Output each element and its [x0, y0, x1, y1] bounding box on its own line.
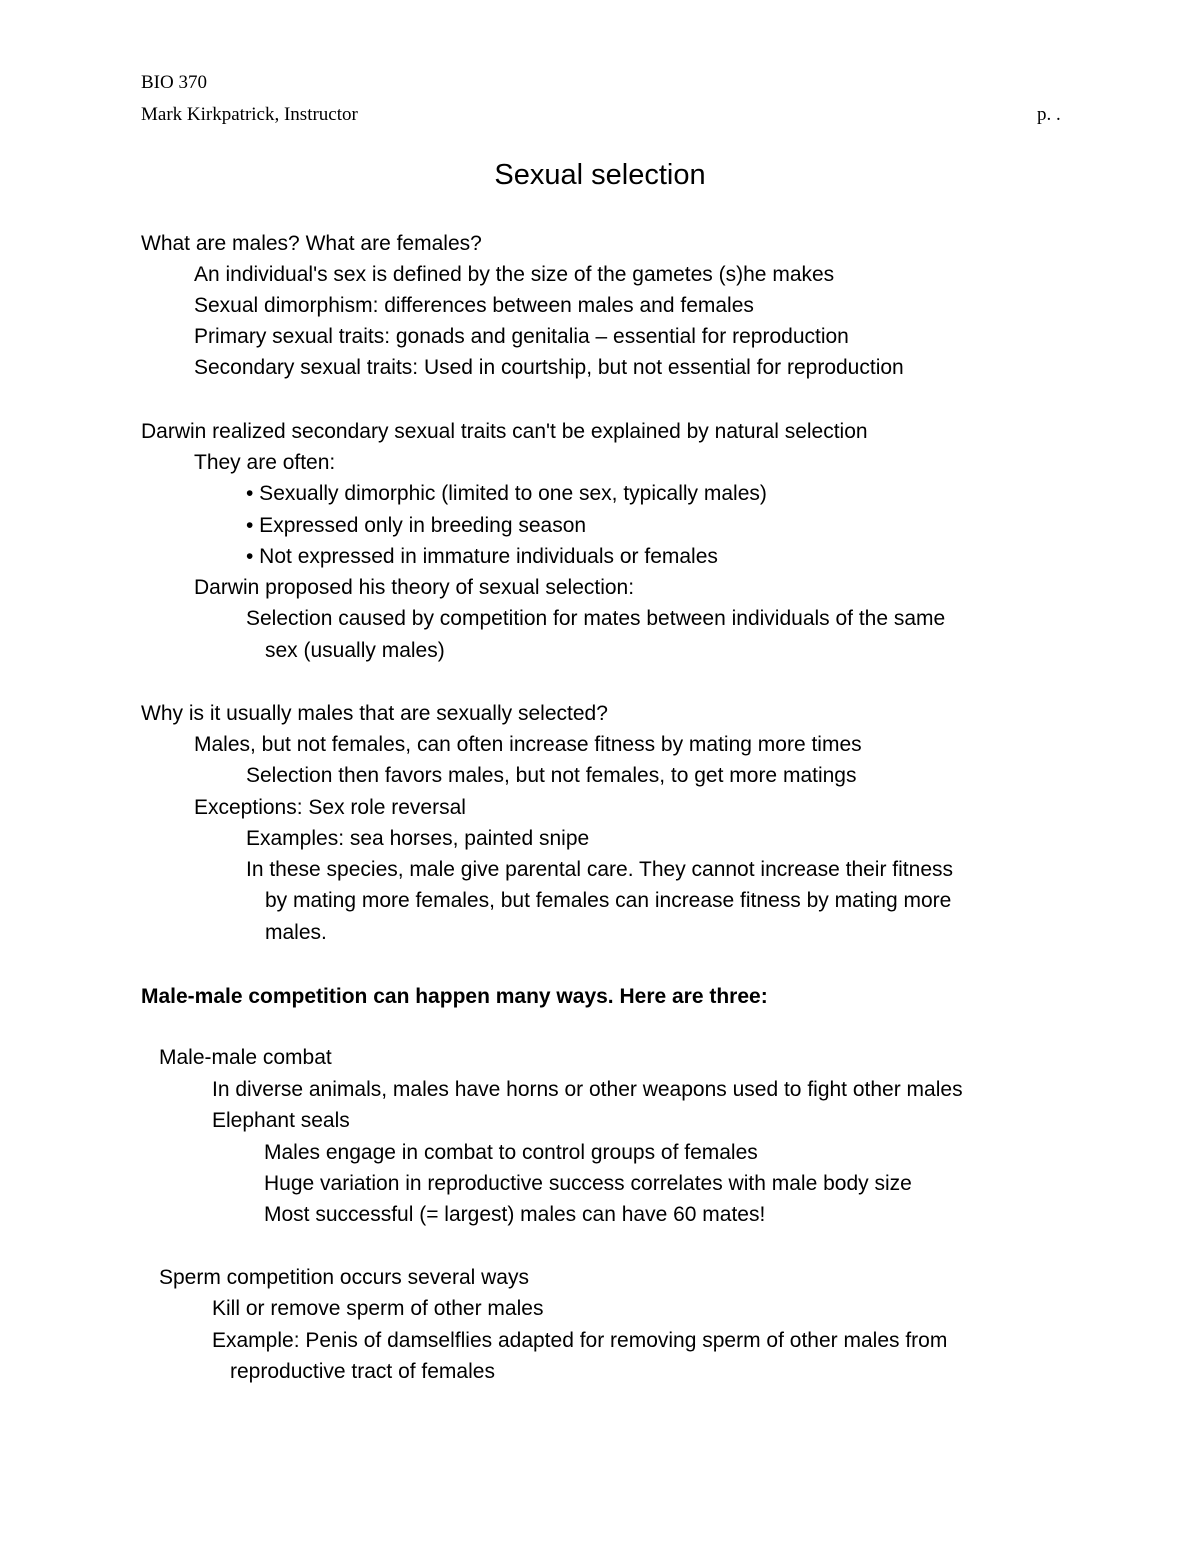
list-item: Example: Penis of damselflies adapted for removing sperm of other males from — [212, 1329, 948, 1352]
section-heading: Darwin realized secondary sexual traits can't be explained by natural selection — [141, 420, 868, 443]
list-item: Huge variation in reproductive success correlates with male body size — [264, 1172, 912, 1195]
instructor-name: Mark Kirkpatrick, Instructor — [141, 104, 358, 125]
list-item-continuation: males. — [265, 921, 327, 944]
list-item: Kill or remove sperm of other males — [212, 1297, 544, 1320]
question-males-females: What are males? What are females? — [141, 232, 482, 255]
bullet-item: • Expressed only in breeding season — [246, 514, 587, 537]
bullet-item: • Sexually dimorphic (limited to one sex, typically males) — [246, 482, 767, 505]
list-item: Males, but not females, can often increase fitness by mating more times — [194, 733, 862, 756]
list-item: In diverse animals, males have horns or other weapons used to fight other males — [212, 1078, 963, 1101]
subsection-heading: Male-male combat — [159, 1046, 332, 1069]
bullet-item: • Not expressed in immature individuals or females — [246, 545, 718, 568]
list-item: An individual's sex is defined by the size of the gametes (s)he makes — [194, 263, 835, 286]
list-item-continuation: by mating more females, but females can increase fitness by mating more — [265, 889, 952, 912]
page-number: p. . — [1037, 104, 1061, 125]
list-item: Selection then favors males, but not females, to get more matings — [246, 764, 857, 787]
list-item: Most successful (= largest) males can have 60 mates! — [264, 1203, 766, 1226]
list-item: Primary sexual traits: gonads and genitalia – essential for reproduction — [194, 325, 849, 348]
section-heading: Why is it usually males that are sexually selected? — [141, 702, 608, 725]
list-item: Secondary sexual traits: Used in courtship, but not essential for reproduction — [194, 356, 904, 379]
page-title: Sexual selection — [494, 159, 706, 191]
list-item-continuation: sex (usually males) — [265, 639, 445, 662]
list-item: Exceptions: Sex role reversal — [194, 796, 466, 819]
list-item: They are often: — [194, 451, 336, 474]
subsection-heading: Sperm competition occurs several ways — [159, 1266, 529, 1289]
course-code: BIO 370 — [141, 72, 207, 93]
bold-section-heading: Male-male competition can happen many ways. Here are three: — [141, 985, 768, 1008]
list-item: Selection caused by competition for mates between individuals of the same — [246, 607, 946, 630]
list-item: Darwin proposed his theory of sexual selection: — [194, 576, 635, 599]
list-item-continuation: reproductive tract of females — [230, 1360, 495, 1383]
list-item: Examples: sea horses, painted snipe — [246, 827, 590, 850]
list-item: Sexual dimorphism: differences between males and females — [194, 294, 754, 317]
list-item: Males engage in combat to control groups of females — [264, 1141, 758, 1164]
list-item: Elephant seals — [212, 1109, 350, 1132]
list-item: In these species, male give parental care. They cannot increase their fitness — [246, 858, 953, 881]
